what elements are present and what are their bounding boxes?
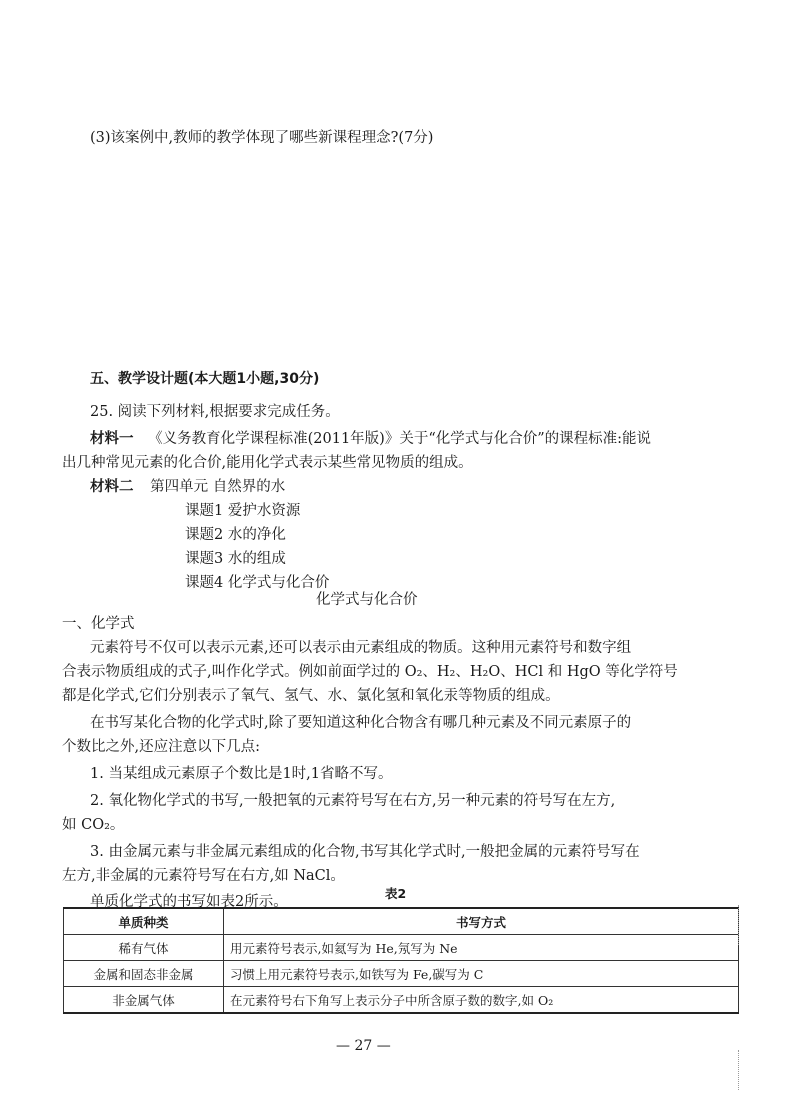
material-2-label: 材料二 [90, 479, 134, 495]
rule-1: 1. 当某组成元素原子个数比是1时,1省略不写。 [90, 766, 393, 782]
table-row [64, 961, 739, 987]
question-25: 25. 阅读下列材料,根据要求完成任务。 [90, 404, 340, 420]
table-header-cell: 单质种类 [64, 908, 224, 935]
rule-2-line-2: 如 CO₂。 [62, 817, 125, 833]
section-5-title: 五、教学设计题(本大题1小题,30分) [90, 371, 320, 387]
material-2-line [90, 476, 285, 498]
center-title: 化学式与化合价 [316, 592, 418, 608]
scan-margin-dots [738, 905, 741, 945]
table-header-cell: 书写方式 [224, 908, 739, 935]
question-3: (3)该案例中,教师的教学体现了哪些新课程理念?(7分) [90, 130, 434, 146]
rule-3-line-1: 3. 由金属元素与非金属元素组成的化合物,书写其化学式时,一般把金属的元素符号写在 [90, 844, 640, 860]
rule-2-line-1: 2. 氧化物化学式的书写,一般把氧的元素符号写在右方,另一种元素的符号写在左方, [90, 793, 616, 809]
topic-1: 课题1 爱护水资源 [185, 503, 301, 519]
page-number: — 27 — [336, 1038, 391, 1054]
table-cell: 非金属气体 [64, 987, 224, 1014]
topic-3: 课题3 水的组成 [185, 551, 286, 567]
paragraph-1-line-3: 都是化学式,它们分别表示了氧气、氢气、水、氯化氢和氧化汞等物质的组成。 [62, 688, 560, 704]
table-cell: 稀有气体 [64, 935, 224, 961]
scan-margin-dots [738, 1050, 741, 1090]
table-intro: 单质化学式的书写如表2所示。 [90, 894, 288, 910]
paragraph-2-line-1: 在书写某化合物的化学式时,除了要知道这种化合物含有哪几种元素及不同元素原子的 [90, 715, 632, 731]
table-cell: 用元素符号表示,如氦写为 He,氖写为 Ne [224, 935, 739, 961]
material-1-line-1 [90, 428, 651, 450]
subsection-1: 一、化学式 [62, 616, 135, 632]
table-cell: 金属和固态非金属 [64, 961, 224, 987]
material-2-unit: 第四单元 自然界的水 [150, 479, 286, 495]
element-formula-table [63, 907, 739, 1014]
table-caption: 表2 [385, 886, 407, 901]
topic-2: 课题2 水的净化 [185, 527, 286, 543]
table-row [64, 935, 739, 961]
topic-4: 课题4 化学式与化合价 [185, 575, 330, 591]
paragraph-1-line-2: 合表示物质组成的式子,叫作化学式。例如前面学过的 O₂、H₂、H₂O、HCl 和 HgO 等化学符号 [62, 664, 678, 680]
material-1-text-1: 《义务教育化学课程标准(2011年版)》关于“化学式与化合价”的课程标准:能说 [148, 431, 652, 447]
material-1-label: 材料一 [90, 431, 134, 447]
paragraph-2-line-2: 个数比之外,还应注意以下几点: [62, 739, 260, 755]
table-cell: 在元素符号右下角写上表示分子中所含原子数的数字,如 O₂ [224, 987, 739, 1014]
table-cell: 习惯上用元素符号表示,如铁写为 Fe,碳写为 C [224, 961, 739, 987]
table-header-row [64, 908, 739, 935]
material-1-line-2: 出几种常见元素的化合价,能用化学式表示某些常见物质的组成。 [62, 455, 473, 471]
paragraph-1-line-1: 元素符号不仅可以表示元素,还可以表示由元素组成的物质。这种用元素符号和数字组 [90, 640, 632, 656]
rule-3-line-2: 左方,非金属的元素符号写在右方,如 NaCl。 [62, 868, 345, 884]
table-row [64, 987, 739, 1014]
